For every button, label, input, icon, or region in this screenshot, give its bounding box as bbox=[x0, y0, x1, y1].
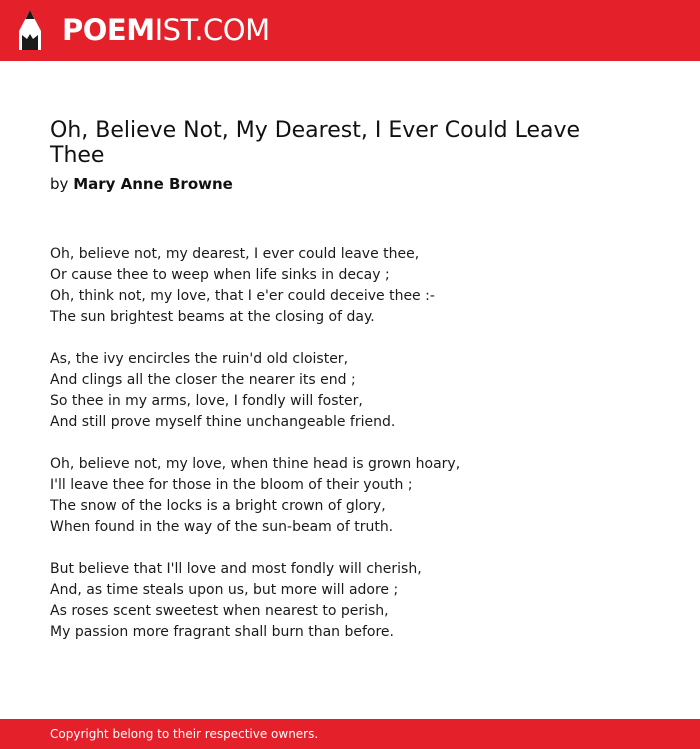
stanza bbox=[50, 244, 670, 328]
byline bbox=[50, 174, 233, 194]
poem-line: And still prove myself thine unchangeable friend. bbox=[50, 414, 396, 430]
poem-line: When found in the way of the sun-beam of truth. bbox=[50, 519, 394, 535]
poem-line: Oh, believe not, my dearest, I ever could leave thee, bbox=[50, 246, 420, 262]
poem-line: I'll leave thee for those in the bloom of their youth ; bbox=[50, 477, 413, 493]
poem-title: Oh, Believe Not, My Dearest, I Ever Could Leave Thee bbox=[50, 118, 581, 168]
site-header bbox=[0, 0, 700, 61]
poem-line: As roses scent sweetest when nearest to perish, bbox=[50, 603, 389, 619]
poem-line: The sun brightest beams at the closing of day. bbox=[50, 309, 375, 325]
pencil-tip-icon[interactable] bbox=[17, 9, 43, 51]
poem-line: But believe that I'll love and most fondly will cherish, bbox=[50, 561, 422, 577]
poem-line: My passion more fragrant shall burn than before. bbox=[50, 624, 394, 640]
stanza bbox=[50, 454, 670, 538]
logo-bold-text: POEM bbox=[62, 13, 155, 47]
poem-line: As, the ivy encircles the ruin'd old cloister, bbox=[50, 351, 349, 367]
by-label: by bbox=[50, 175, 69, 193]
poem-body bbox=[50, 244, 670, 664]
poem-line: Or cause thee to weep when life sinks in decay ; bbox=[50, 267, 390, 283]
poem-line: And clings all the closer the nearer its end ; bbox=[50, 372, 356, 388]
poem-line: Oh, believe not, my love, when thine head is grown hoary, bbox=[50, 456, 461, 472]
stanza bbox=[50, 559, 670, 643]
copyright-notice: Copyright belong to their respective owners. bbox=[50, 727, 319, 741]
logo-light-text: IST.COM bbox=[154, 13, 270, 47]
site-footer bbox=[0, 719, 700, 749]
author-name: Mary Anne Browne bbox=[73, 175, 233, 193]
poem-line: Oh, think not, my love, that I e'er could deceive thee :- bbox=[50, 288, 435, 304]
poem-line: And, as time steals upon us, but more will adore ; bbox=[50, 582, 399, 598]
poem-line: So thee in my arms, love, I fondly will foster, bbox=[50, 393, 363, 409]
poem-line: The snow of the locks is a bright crown of glory, bbox=[50, 498, 386, 514]
site-logo[interactable] bbox=[62, 12, 270, 48]
stanza bbox=[50, 349, 670, 433]
